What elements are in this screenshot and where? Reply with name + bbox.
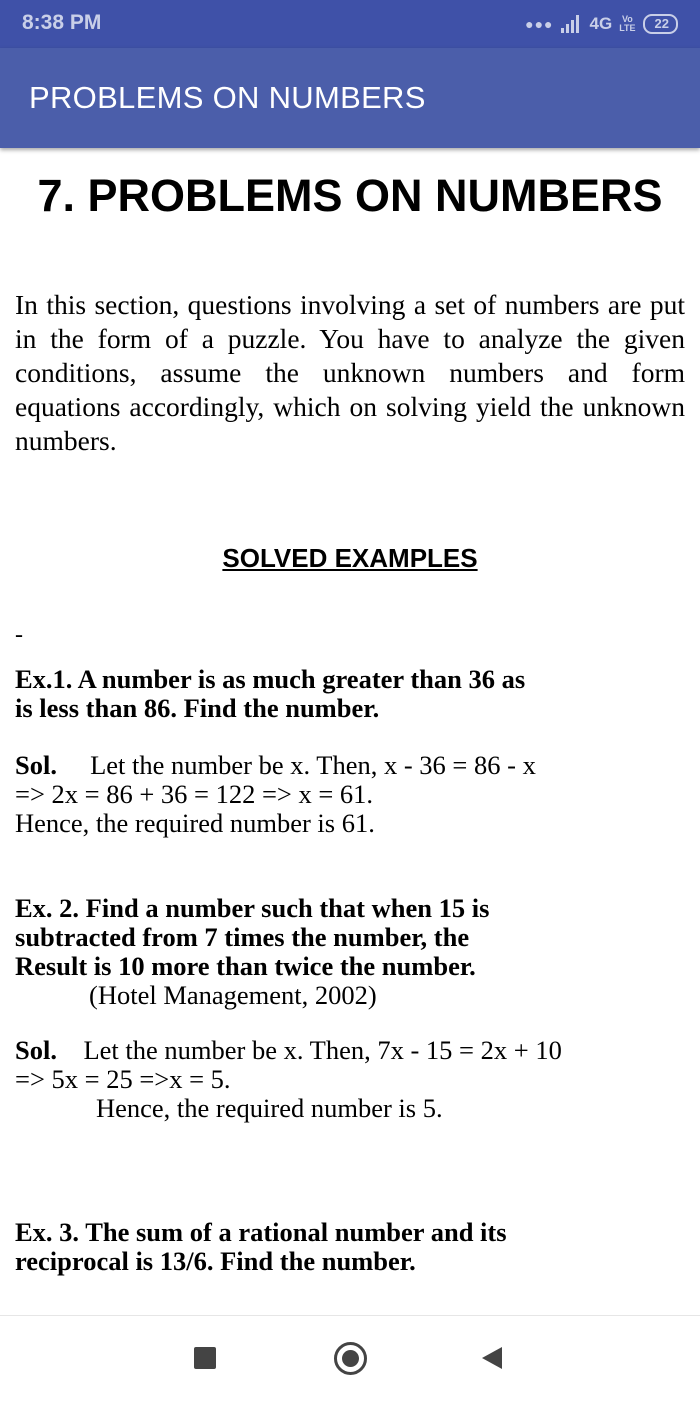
solution-text: Let the number be x. Then, x - 36 = 86 - x (90, 750, 536, 780)
status-bar (0, 0, 700, 48)
intro-paragraph: In this section, questions involving a set of numbers are put in the form of a puzzle. You have to analyze the given conditions, assume the unknown numbers and form equations accordingly, which on solving yield the unknown numbers. (15, 289, 685, 456)
question-line: reciprocal is 13/6. Find the number. (15, 1246, 416, 1276)
solution-line: => 2x = 86 + 36 = 122 => x = 61. (15, 779, 374, 809)
back-triangle-icon[interactable] (482, 1347, 502, 1369)
solution-line: => 5x = 25 =>x = 5. (15, 1064, 231, 1094)
example-2-solution (15, 1036, 685, 1123)
app-bar-title: PROBLEMS ON NUMBERS (29, 80, 426, 115)
question-line: Ex. 3. The sum of a rational number and its (15, 1217, 507, 1247)
solution-line: Hence, the required number is 5. (96, 1093, 443, 1123)
section-title: SOLVED EXAMPLES (222, 543, 478, 573)
battery-icon (643, 14, 678, 34)
solution-label: Sol. (15, 750, 57, 780)
question-line: is less than 86. Find the number. (15, 693, 380, 723)
example-1-question (15, 665, 685, 723)
example-2-question (15, 894, 685, 1010)
recent-apps-square-icon[interactable] (194, 1347, 216, 1369)
solution-line: Hence, the required number is 61. (15, 808, 375, 838)
volte-top: Vo (621, 14, 633, 24)
content-scroll-area[interactable] (0, 150, 700, 1315)
example-3-question (15, 1218, 685, 1276)
solution-text: Let the number be x. Then, 7x - 15 = 2x + 10 (83, 1035, 562, 1065)
dash-text: - (15, 622, 23, 648)
app-bar (0, 48, 700, 148)
solution-label: Sol. (15, 1035, 57, 1065)
status-indicators (525, 13, 678, 35)
network-type: 4G (589, 14, 613, 33)
volte-icon (619, 15, 635, 33)
page-heading: 7. PROBLEMS ON NUMBERS (37, 170, 663, 221)
example-source: (Hotel Management, 2002) (89, 980, 377, 1010)
battery-level: 22 (654, 16, 669, 31)
question-line: subtracted from 7 times the number, the (15, 922, 470, 952)
example-1-solution (15, 751, 685, 838)
navigation-bar (0, 1315, 700, 1401)
volte-bottom: LTE (619, 23, 636, 33)
question-line: Ex. 2. Find a number such that when 15 is (15, 893, 490, 923)
question-line: Ex.1. A number is as much greater than 36 as (15, 664, 526, 694)
question-line: Result is 10 more than twice the number. (15, 951, 476, 981)
signal-icon (561, 15, 583, 33)
status-time: 8:38 PM (22, 11, 102, 34)
home-circle-icon[interactable] (334, 1342, 367, 1375)
solution-line-first (15, 751, 685, 780)
more-dots-icon: ●●● (525, 16, 554, 32)
solution-line-first (15, 1036, 685, 1065)
